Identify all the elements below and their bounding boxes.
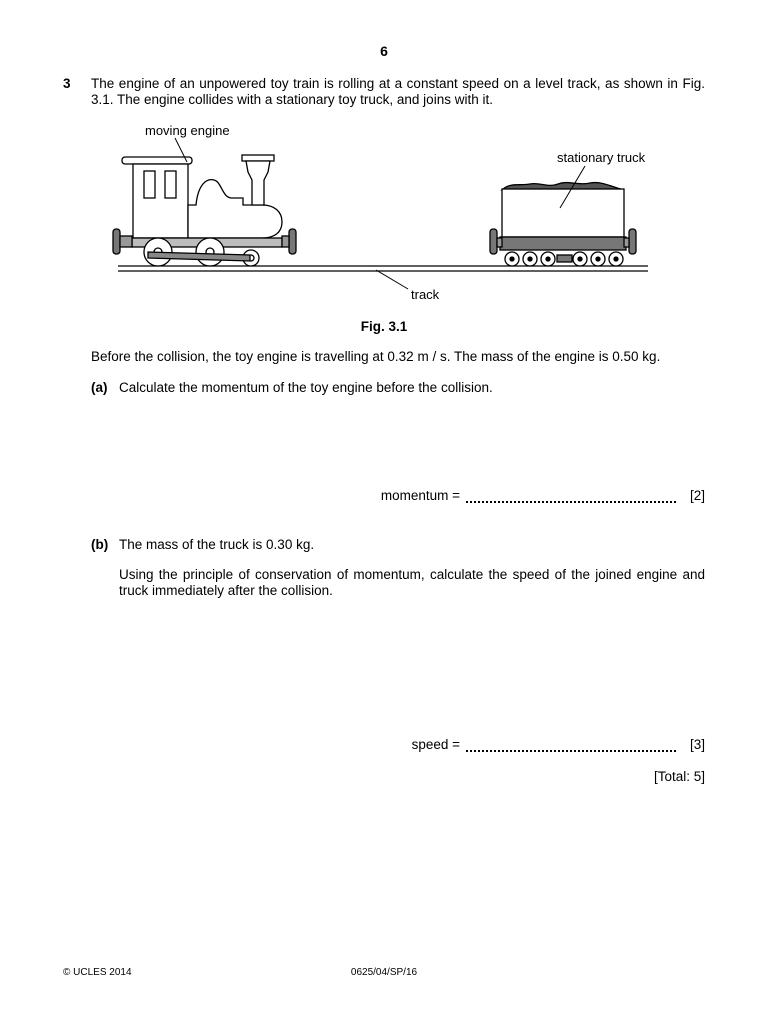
figure-caption: Fig. 3.1 [360, 319, 408, 334]
track-label: track [411, 287, 440, 302]
footer-copyright: © UCLES 2014 [63, 967, 132, 978]
momentum-answer-line[interactable] [466, 489, 676, 503]
part-a-marks: [2] [689, 488, 705, 503]
truck-label: stationary truck [557, 150, 646, 165]
part-a-text: Calculate the momentum of the toy engine before the collision. [119, 380, 493, 395]
track-label-line [376, 270, 408, 289]
part-b-text: The mass of the truck is 0.30 kg. [119, 537, 315, 552]
momentum-label: momentum = [380, 488, 460, 503]
question-text: The engine of an unpowered toy train is rolling at a constant speed on a level track, as shown in Fig. 3.1. The engine collides with a stationary toy truck, and joins with it. [91, 76, 705, 107]
footer-code: 0625/04/SP/16 [350, 967, 418, 978]
speed-answer-line[interactable] [466, 738, 676, 752]
train-figure [108, 118, 658, 308]
engine-drawing [113, 155, 296, 266]
speed-label: speed = [411, 737, 460, 752]
given-data: Before the collision, the toy engine is travelling at 0.32 m / s. The mass of the engine is 0.50 kg. [91, 349, 661, 364]
speed-answer-row [412, 737, 705, 752]
total-marks: [Total: 5] [653, 769, 705, 784]
momentum-answer-row [381, 488, 705, 503]
part-b-instruction: Using the principle of conservation of momentum, calculate the speed of the joined engine and truck immediately after the collision. [119, 567, 705, 598]
engine-label: moving engine [145, 123, 230, 138]
page-number: 6 [380, 43, 388, 59]
truck-drawing [490, 183, 636, 266]
part-a-label: (a) [91, 380, 108, 395]
question-number: 3 [63, 76, 71, 91]
part-b-label: (b) [91, 537, 109, 552]
part-b-marks: [3] [689, 737, 705, 752]
track-line [118, 266, 648, 271]
